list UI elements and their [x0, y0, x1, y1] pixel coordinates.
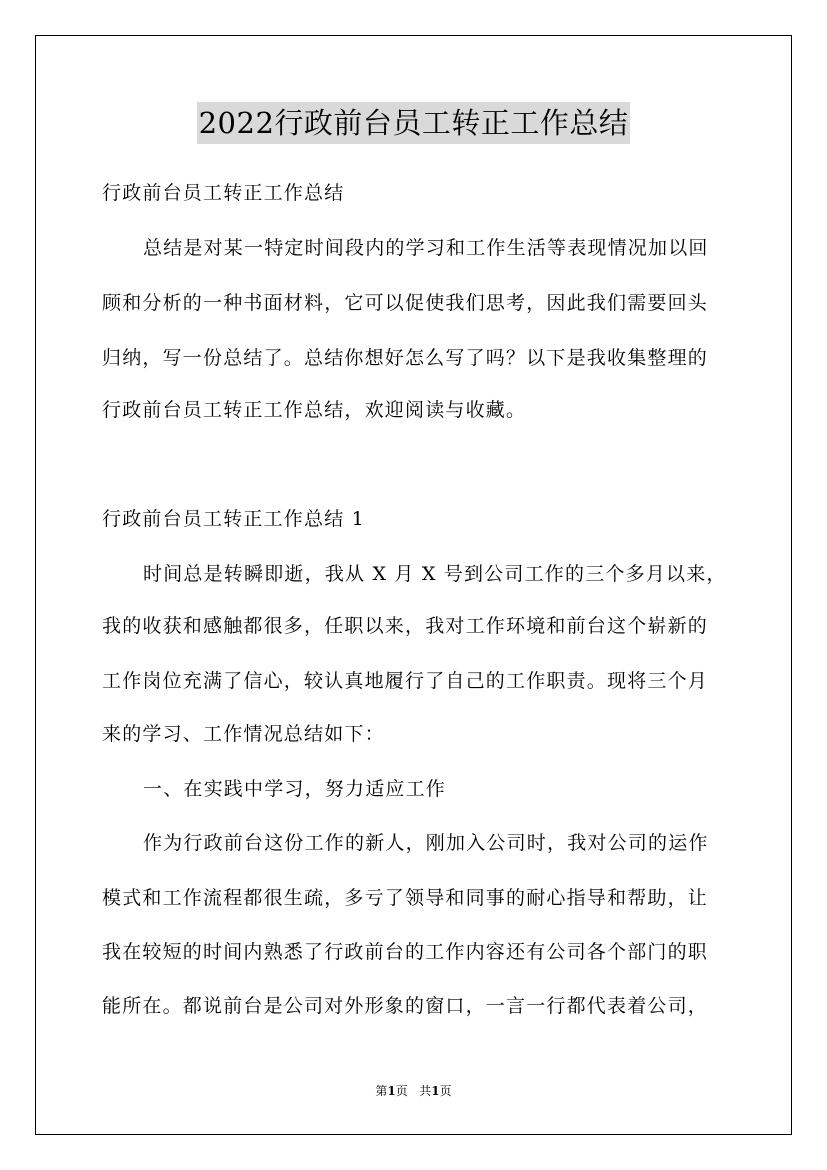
document-subtitle: 行政前台员工转正工作总结 — [102, 182, 345, 204]
total-prefix: 共 — [419, 1084, 432, 1098]
paragraph-line: 时间总是转瞬即逝，我从 X 月 X 号到公司工作的三个多月以来， — [143, 563, 727, 585]
intro-line: 总结是对某一特定时间段内的学习和工作生活等表现情况加以回 — [143, 237, 709, 259]
document-title: 2022行政前台员工转正工作总结 — [197, 102, 631, 144]
paragraph-line: 我的收获和感触都很多，任职以来，我对工作环境和前台这个崭新的 — [102, 615, 709, 637]
paragraph-line: 我在较短的时间内熟悉了行政前台的工作内容还有公司各个部门的职 — [102, 941, 709, 963]
page-suffix: 页 — [395, 1084, 408, 1098]
page-footer — [0, 1083, 827, 1099]
page-current: 1 — [387, 1084, 396, 1098]
subheading: 一、在实践中学习，努力适应工作 — [143, 778, 447, 800]
intro-line: 行政前台员工转正工作总结，欢迎阅读与收藏。 — [102, 399, 527, 421]
paragraph-line: 来的学习、工作情况总结如下： — [102, 723, 385, 745]
paragraph-line: 工作岗位充满了信心，较认真地履行了自己的工作职责。现将三个月 — [102, 670, 709, 692]
title-container — [0, 102, 827, 144]
paragraph-line: 作为行政前台这份工作的新人，刚加入公司时，我对公司的运作 — [143, 832, 709, 854]
total-suffix: 页 — [439, 1084, 452, 1098]
paragraph-line: 模式和工作流程都很生疏，多亏了领导和同事的耐心指导和帮助，让 — [102, 887, 709, 909]
paragraph-line: 能所在。都说前台是公司对外形象的窗口，一言一行都代表着公司， — [102, 995, 709, 1017]
page-total: 1 — [431, 1084, 440, 1098]
section-heading: 行政前台员工转正工作总结 1 — [102, 508, 365, 530]
intro-line: 顾和分析的一种书面材料，它可以促使我们思考，因此我们需要回头 — [102, 292, 709, 314]
page-prefix: 第 — [375, 1084, 388, 1098]
intro-line: 归纳，写一份总结了。总结你想好怎么写了吗？以下是我收集整理的 — [102, 347, 709, 369]
